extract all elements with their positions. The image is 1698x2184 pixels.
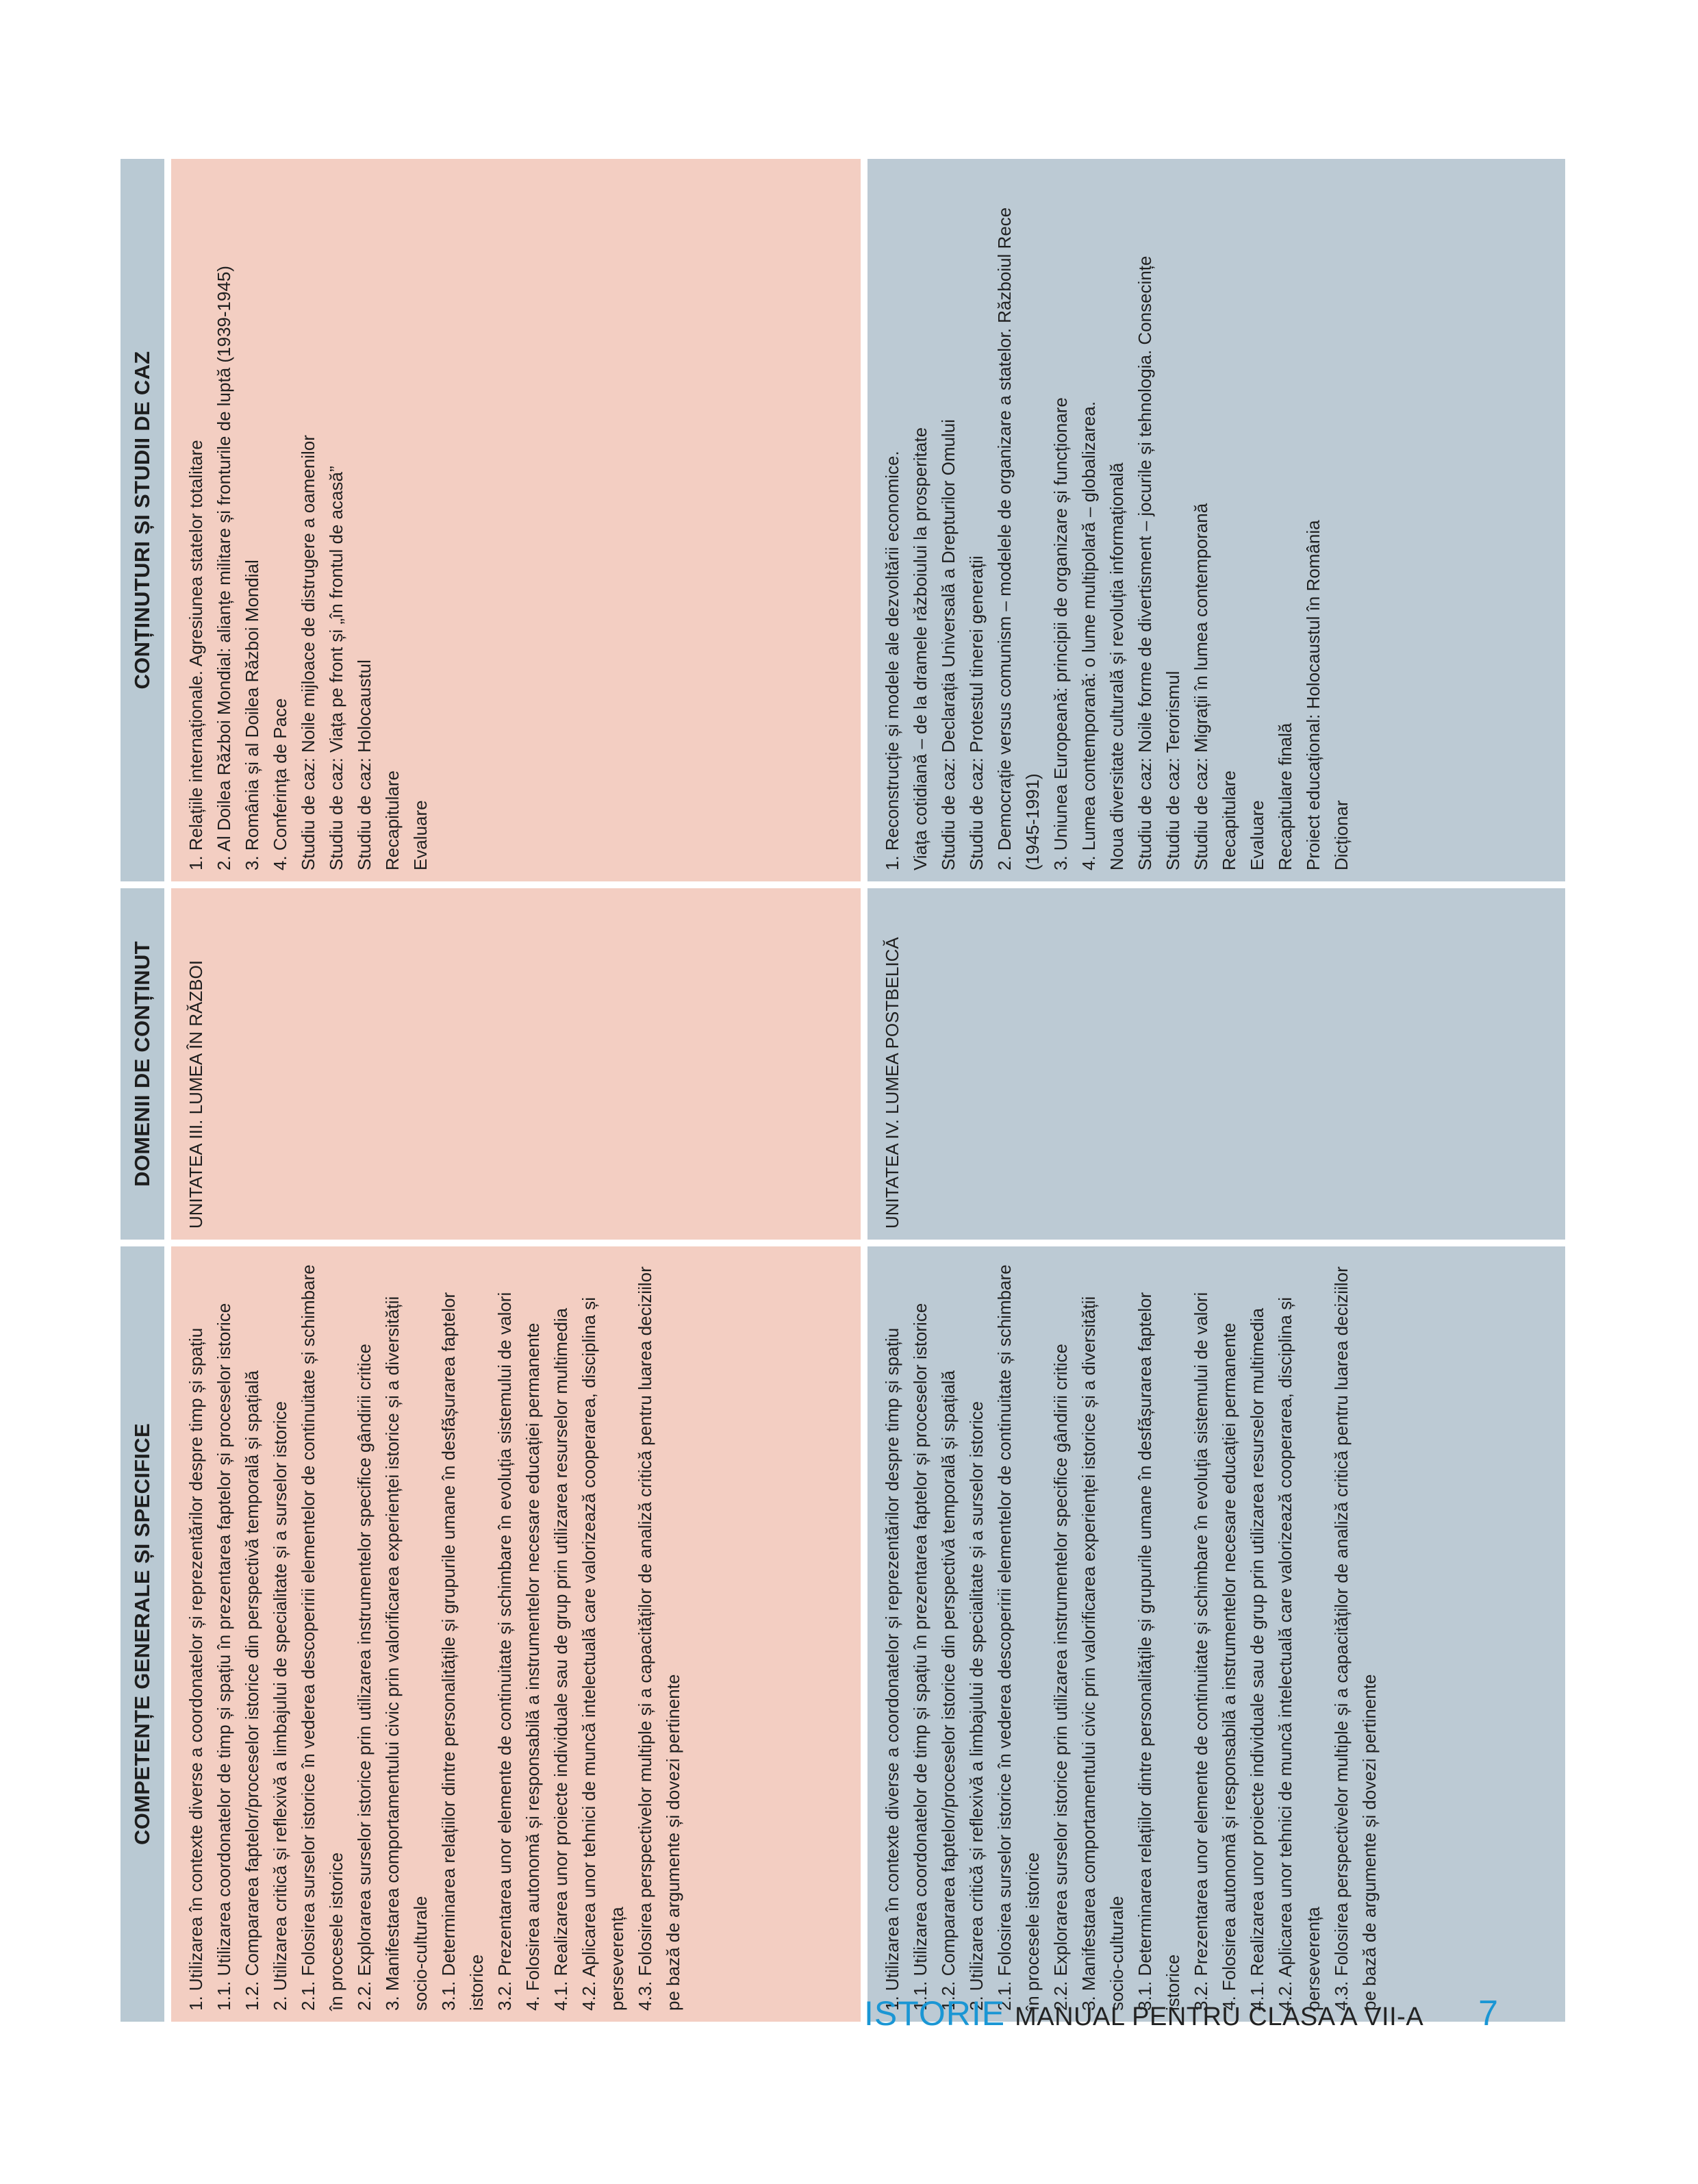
row-1-domeniu-label: UNITATEA III. LUMEA ÎN RĂZBOI: [186, 960, 206, 1229]
list-item: 3.1. Determinarea relațiilor dintre personalitățile și grupurile umane în desfășurarea faptelor istorice: [1135, 1292, 1183, 2011]
list-item: Studiu de caz: Noile forme de divertisment – jocurile și tehnologia. Consecințe: [1135, 255, 1155, 870]
header-domenii: DOMENII DE CONȚINUT: [121, 888, 164, 1240]
list-item: Noua diversitate culturală și revoluția informațională: [1106, 462, 1127, 870]
list-item: Studiu de caz: Viața pe front și „în frontul de acasă”: [326, 466, 346, 870]
row-2-continuturi: [867, 159, 1565, 881]
list-item: 4. Conferința de Pace: [270, 698, 290, 870]
list-item: 3.2. Prezentarea unor elemente de continuitate și schimbare în evoluția sistemului de valori: [1191, 1292, 1211, 2011]
list-item: 4. Folosirea autonomă și responsabilă a instrumentelor necesare educației permanente: [1219, 1322, 1239, 2011]
list-item: Studiu de caz: Holocaustul: [354, 660, 375, 870]
list-item: 3. Manifestarea comportamentului civic prin valorificarea experienței istorice și a diversității socio-culturale: [382, 1296, 431, 2011]
list-item: 2. Utilizarea critică și reflexivă a limbajului de specialitate și a surselor istorice: [966, 1401, 987, 2011]
list-item: 2.1. Folosirea surselor istorice în vederea descoperirii elementelor de continuitate și schimbare în procesele istorice: [298, 1264, 346, 2011]
list-item: 1.2. Compararea faptelor/proceselor istorice din perspectivă temporală și spațială: [938, 1370, 959, 2011]
list-item: 1.1. Utilizarea coordonatelor de timp și spațiu în prezentarea faptelor și proceselor istorice: [910, 1303, 930, 2011]
list-item: Proiect educațional: Holocaustul în România: [1303, 520, 1323, 870]
list-item: Evaluare: [410, 800, 431, 870]
list-item: Studiu de caz: Declarația Universală a Drepturilor Omului: [938, 419, 959, 870]
row-2-competente: [867, 1246, 1565, 2022]
list-item: 2.1. Folosirea surselor istorice în vederea descoperirii elementelor de continuitate și schimbare în procesele istorice: [994, 1264, 1043, 2011]
row-2-domeniu-label: UNITATEA IV. LUMEA POSTBELICĂ: [882, 937, 902, 1229]
list-item: 2.2. Explorarea surselor istorice prin utilizarea instrumentelor specifice gândirii critice: [354, 1344, 375, 2011]
row-1-competente: [171, 1246, 861, 2022]
list-item: 2. Democrație versus comunism – modelele de organizare a statelor. Războiul Rece (1945-1991): [994, 207, 1043, 870]
list-item: 4. Folosirea autonomă și responsabilă a instrumentelor necesare educației permanente: [522, 1322, 543, 2011]
list-item: 4.3. Folosirea perspectivelor multiple și a capacităților de analiză critică pentru luarea deciziilor pe bază de argumente și dovezi pertinente: [1331, 1266, 1380, 2011]
row-1-continuturi: [171, 159, 861, 881]
list-item: 3. Manifestarea comportamentului civic prin valorificarea experienței istorice și a diversității socio-culturale: [1078, 1296, 1127, 2011]
list-item: Recapitulare finală: [1275, 723, 1295, 870]
row-2-domeniu: [867, 888, 1565, 1240]
page-footer: [864, 1993, 1498, 2034]
list-item: 1. Reconstrucție și modele ale dezvoltării economice.: [882, 451, 902, 870]
list-item: Studiu de caz: Migrații în lumea contemporană: [1191, 503, 1211, 870]
list-item: 4.2. Aplicarea unor tehnici de muncă intelectuală care valorizează cooperarea, disciplina și perseverența: [579, 1296, 627, 2011]
list-item: 1.1. Utilizarea coordonatelor de timp și spațiu în prezentarea faptelor și proceselor istorice: [214, 1303, 234, 2011]
list-item: Dicționar: [1331, 800, 1352, 870]
list-item: 4. Lumea contemporană: o lume multipolară – globalizarea.: [1078, 401, 1099, 870]
list-item: 1. Utilizarea în contexte diverse a coordonatelor și reprezentărilor despre timp și spațiu: [882, 1327, 902, 2011]
list-item: 3. România și al Doilea Război Mondial: [242, 560, 262, 870]
footer-title: MANUAL PENTRU CLASA A VII-A: [1015, 2003, 1424, 2031]
list-item: 2. Al Doilea Război Mondial: alianțe militare și fronturile de luptă (1939-1945): [214, 265, 234, 870]
list-item: 1. Relațiile internaționale. Agresiunea statelor totalitare: [186, 440, 206, 870]
list-item: 3.1. Determinarea relațiilor dintre personalitățile și grupurile umane în desfășurarea faptelor istorice: [438, 1292, 487, 2011]
list-item: 4.3. Folosirea perspectivelor multiple și a capacităților de analiză critică pentru luarea deciziilor pe bază de argumente și dovezi pertinente: [635, 1266, 683, 2011]
list-item: Studiu de caz: Noile mijloace de distrugere a oamenilor: [298, 435, 318, 870]
list-item: 4.2. Aplicarea unor tehnici de muncă intelectuală care valorizează cooperarea, disciplina și perseverența: [1275, 1296, 1323, 2011]
list-item: 2.2. Explorarea surselor istorice prin utilizarea instrumentelor specifice gândirii critice: [1050, 1344, 1071, 2011]
curriculum-table: [121, 166, 1551, 2022]
list-item: 3. Uniunea Europeană: principii de organizare și funcționare: [1050, 397, 1071, 870]
header-continuturi: CONȚINUTURI ȘI STUDII DE CAZ: [121, 159, 164, 881]
list-item: Studiu de caz: Terorismul: [1163, 670, 1183, 870]
list-item: 1. Utilizarea în contexte diverse a coordonatelor și reprezentărilor despre timp și spațiu: [186, 1327, 206, 2011]
list-item: Recapitulare: [382, 770, 403, 870]
list-item: Studiu de caz: Protestul tinerei generații: [966, 555, 987, 870]
list-item: Recapitulare: [1219, 770, 1239, 870]
list-item: Viața cotidiană – de la dramele războiului la prosperitate: [910, 427, 930, 870]
list-item: 4.1. Realizarea unor proiecte individuale sau de grup prin utilizarea resurselor multimedia: [1247, 1307, 1267, 2011]
list-item: 1.2. Compararea faptelor/proceselor istorice din perspectivă temporală și spațială: [242, 1370, 262, 2011]
list-item: 4.1. Realizarea unor proiecte individuale sau de grup prin utilizarea resurselor multimedia: [550, 1307, 571, 2011]
header-competente: COMPETENȚE GENERALE ȘI SPECIFICE: [121, 1246, 164, 2022]
row-1-domeniu: [171, 888, 861, 1240]
list-item: 3.2. Prezentarea unor elemente de continuitate și schimbare în evoluția sistemului de valori: [494, 1292, 515, 2011]
list-item: Evaluare: [1247, 800, 1267, 870]
footer-subject: ISTORIE: [864, 1994, 1006, 2033]
page-number: 7: [1478, 1994, 1499, 2033]
list-item: 2. Utilizarea critică și reflexivă a limbajului de specialitate și a surselor istorice: [270, 1401, 290, 2011]
